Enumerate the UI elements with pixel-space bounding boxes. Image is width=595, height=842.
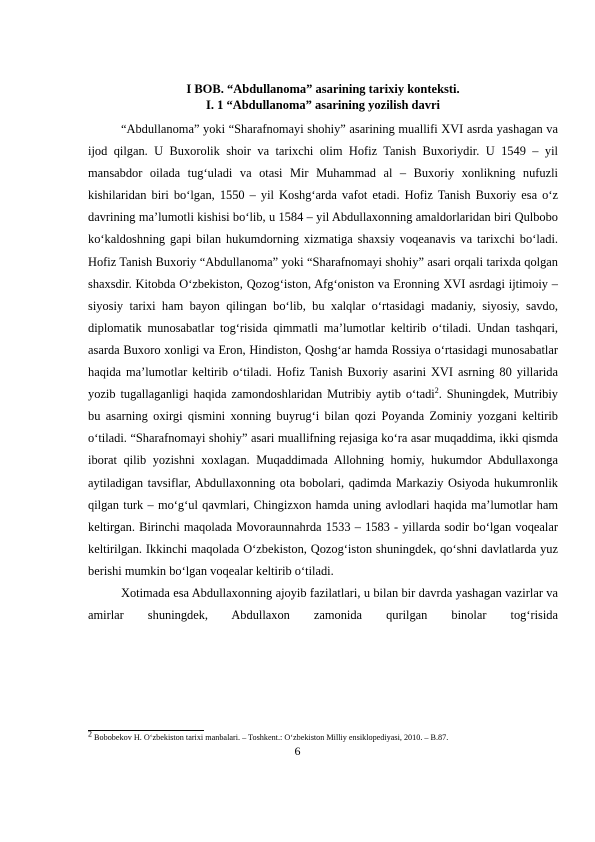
paragraph-2: Xotimada esa Abdullaxonning ajoyib fazilatlari, u bilan bir davrda yashagan vazirlar va amirlar shuningdek, Abdullaxon zamonida qurilgan binolar tog‘risida [88, 585, 558, 623]
footnote-number: 2 [88, 729, 92, 739]
body-text [88, 118, 558, 626]
footnote-text: Bobobekov H. O‘zbekiston tarixi manbalari. – Toshkent.: O‘zbekiston Milliy ensiklopediyasi, 2010. – B.87. [92, 733, 449, 742]
section-title: I. 1 “Abdullanoma” asarining yozilish davri [205, 98, 441, 112]
footnote-divider [88, 730, 204, 731]
chapter-title: I BOB. “Abdullanoma” asarining tarixiy konteksti. [186, 82, 460, 96]
paragraph-1-part-1: “Abdullanoma” yoki “Sharafnomayi shohiy” asarining muallifi XVI asrda yashagan va ijod qilgan. U Buxorolik shoir va tarixchi olim Hofiz Tanish Buxoriydir. U 1549 – yil mansabdor oilada tug‘uladi va otasi Mir Muhammad al – Buxoriy xonlikning nufuzli kishilaridan biri bo‘lgan, 1550 – yil Koshg‘arda vafot etadi. Hofiz Tanish Buxoriy esa o‘z davrining ma’lumotli kishisi bo‘lib, u 1584 – yil Abdullaxonning amaldorlaridan biri Qulbobo ko‘kaldoshning gapi bilan hukumdorning xizmatiga shaxsiy voqeanavis va tarixchi bo‘ladi. Hofiz Tanish Buxoriy “Abdullanoma” yoki “Sharafnomayi shohiy” asari orqali tarixda qolgan shaxsdir. Kitobda O‘zbekiston, Qozog‘iston, Afg‘oniston va Eronning XVI asrdagi ijtimoiy – siyosiy tarixi ham bayon qilingan bo‘lib, bu xalqlar o‘rtasidagi madaniy, siyosiy, savdo, diplomatik munosabatlar tog‘risida qimmatli ma’lumotlar keltirib o‘tiladi. Undan tashqari, asarda Buxoro xonligi va Eron, Hindiston, Qoshg‘ar hamda Rossiya o‘rtasidagi munosabatlar haqida ma’lumotlar keltirib o‘tiladi. Hofiz Tanish Buxoriy asarini XVI asrning 80 yillarida yozib tugallaganligi haqida zamondoshlaridan Mutribiy aytib o‘tadi [88, 122, 558, 402]
footnote [88, 729, 558, 744]
paragraph-1 [88, 118, 558, 582]
paragraph-1-part-2: . Shuningdek, Mutribiy bu asarning oxirgi qismini xonning buyrug‘i bilan qozi Poyanda Zominiy yozgani keltirib o‘tiladi. “Sharafnomayi shohiy” asari muallifning rejasiga ko‘ra asar muqaddima, ikki qismda iborat qilib yozishni xoxlagan. Muqaddimada Allohning homiy, hukumdor Abdullaxonga aytiladigan tavsiflar, Abdullaxonning ota bobolari, qadimda Markaziy Osiyoda hukumronlik qilgan turk – mo‘g‘ul qavmlari, Chingizxon hamda uning avlodlari haqida ma’lumotlar ham keltirgan. Birinchi maqolada Movoraunnahrda 1533 – 1583 - yillarda sodir bo‘lgan voqealar keltirilgan. Ikkinchi maqolada O‘zbekiston, Qozog‘iston shuningdek, qo‘shni davlatlarda yuz berishi mumkin bo‘lgan voqealar keltirib o‘tiladi. [88, 387, 558, 578]
footnote-reference[interactable]: 2 [434, 386, 439, 395]
page-number: 6 [294, 744, 301, 758]
